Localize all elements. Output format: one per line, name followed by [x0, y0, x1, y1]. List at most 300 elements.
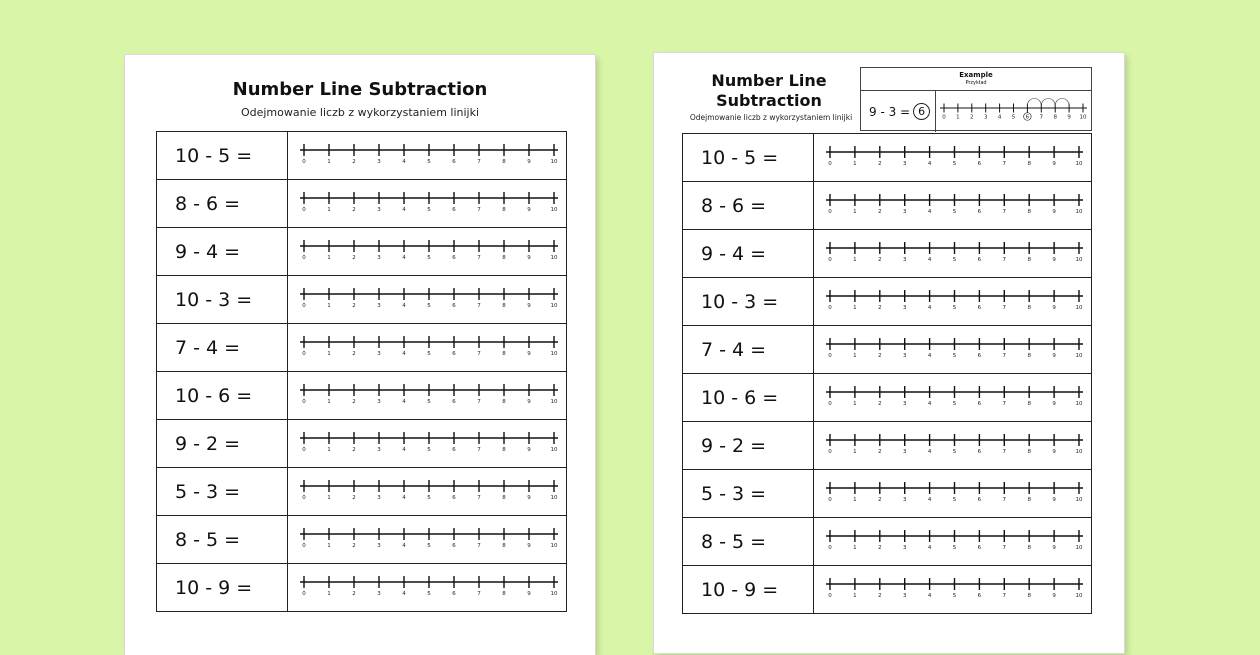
number-line-tick-label: 7	[1039, 114, 1044, 121]
number-line-tick-label: 2	[878, 305, 882, 311]
problem-row	[157, 372, 566, 420]
number-line-tick-label: 3	[902, 305, 907, 311]
number-line-tick-label: 9	[527, 495, 531, 501]
number-line-tick-label: 7	[1002, 401, 1007, 407]
number-line-svg	[814, 326, 1091, 373]
number-line-tick-label: 4	[402, 447, 406, 453]
number-line-tick-label: 3	[902, 353, 907, 359]
number-line	[288, 324, 566, 371]
number-line-tick-label: 4	[927, 497, 932, 503]
number-line-tick-label: 2	[970, 114, 974, 121]
number-line-tick-label: 8	[502, 399, 506, 405]
number-line-tick-label: 4	[402, 495, 406, 501]
number-line-tick-label: 5	[427, 255, 431, 261]
problem-row	[157, 132, 566, 180]
number-line-tick-label: 6	[452, 591, 456, 597]
number-line-tick-label: 9	[527, 303, 531, 309]
problem-row	[157, 420, 566, 468]
number-line-tick-label: 7	[1002, 497, 1007, 503]
number-line-tick-label: 9	[527, 399, 531, 405]
number-line	[288, 420, 566, 467]
number-line-tick-label: 6	[977, 401, 982, 407]
number-line-tick-label: 0	[828, 305, 832, 311]
number-line-tick-label: 4	[927, 209, 932, 215]
number-line-tick-label: 2	[878, 401, 882, 407]
problem-equation: 9 - 4 =	[157, 228, 288, 275]
number-line-tick-label: 9	[1052, 209, 1056, 215]
number-line-tick-label: 9	[1067, 114, 1071, 121]
number-line-tick-label: 6	[977, 161, 982, 167]
worksheet-subtitle: Odejmowanie liczb z wykorzystaniem linijki	[240, 106, 480, 119]
number-line-tick-label: 4	[927, 257, 932, 263]
number-line-tick-label: 9	[1052, 401, 1056, 407]
example-equation	[861, 91, 936, 132]
number-line-tick-label: 1	[853, 545, 857, 551]
number-line-tick-label: 1	[327, 351, 331, 357]
number-line-tick-label: 6	[452, 399, 456, 405]
number-line-tick-label: 6	[452, 543, 456, 549]
problem-equation: 10 - 3 =	[157, 276, 288, 323]
number-line-tick-label: 0	[302, 447, 306, 453]
number-line-tick-label: 8	[502, 207, 506, 213]
number-line-tick-label: 4	[402, 543, 406, 549]
number-line-tick-label: 8	[1027, 353, 1031, 359]
number-line-tick-label: 0	[302, 159, 306, 165]
example-box	[860, 67, 1092, 131]
number-line-tick-label: 10	[1079, 114, 1087, 121]
number-line-tick-label: 6	[977, 257, 982, 263]
number-line-tick-label: 5	[427, 543, 431, 549]
number-line-tick-label: 6	[452, 255, 456, 261]
number-line-tick-label: 4	[402, 303, 406, 309]
number-line-tick-label: 4	[402, 255, 406, 261]
number-line-tick-label: 9	[527, 207, 531, 213]
number-line	[288, 228, 566, 275]
number-line	[288, 516, 566, 563]
number-line-tick-label: 8	[1027, 401, 1031, 407]
number-line-tick-label: 3	[377, 543, 381, 549]
number-line-tick-label: 7	[477, 543, 481, 549]
number-line-tick-label: 5	[427, 399, 431, 405]
number-line	[814, 422, 1091, 469]
problem-equation: 10 - 6 =	[157, 372, 288, 419]
number-line-tick-label: 2	[352, 255, 356, 261]
number-line-tick-label: 1	[327, 255, 331, 261]
number-line-tick-label: 2	[352, 543, 356, 549]
number-line-tick-label: 8	[1027, 257, 1031, 263]
number-line-tick-label: 7	[477, 207, 481, 213]
number-line-tick-label: 0	[828, 449, 832, 455]
example-title: Example	[959, 71, 993, 79]
number-line-tick-label: 1	[327, 159, 331, 165]
problem-equation: 5 - 3 =	[157, 468, 288, 515]
number-line-tick-label: 3	[902, 401, 907, 407]
problem-row	[683, 278, 1091, 326]
worksheet-subtitle: Odejmowanie liczb z wykorzystaniem linijki	[689, 113, 853, 122]
number-line-tick-label: 4	[927, 353, 932, 359]
number-line-tick-label: 6	[452, 495, 456, 501]
number-line-svg	[288, 228, 566, 275]
number-line-tick-label: 8	[502, 351, 506, 357]
number-line-tick-label: 10	[550, 351, 558, 357]
number-line-svg	[814, 230, 1091, 277]
number-line-tick-label: 0	[302, 303, 306, 309]
number-line-tick-label: 4	[402, 159, 406, 165]
problem-equation: 5 - 3 =	[683, 470, 814, 517]
number-line-tick-label: 7	[1002, 545, 1007, 551]
number-line-tick-label: 1	[327, 591, 331, 597]
number-line-tick-label: 7	[1002, 593, 1007, 599]
number-line-tick-label: 10	[550, 159, 558, 165]
number-line-svg	[814, 470, 1091, 517]
problem-row	[157, 276, 566, 324]
number-line-tick-label: 9	[1052, 593, 1056, 599]
number-line-tick-label: 8	[502, 159, 506, 165]
number-line-tick-label: 0	[302, 399, 306, 405]
number-line	[288, 564, 566, 611]
number-line-tick-label: 7	[477, 495, 481, 501]
number-line-tick-label: 6	[452, 351, 456, 357]
number-line-tick-label: 3	[983, 114, 988, 121]
number-line-tick-label: 1	[853, 305, 857, 311]
number-line-svg	[814, 518, 1091, 565]
number-line-tick-label: 0	[302, 543, 306, 549]
number-line-tick-label: 0	[302, 207, 306, 213]
number-line-tick-label: 4	[927, 545, 932, 551]
number-line-tick-label: 1	[853, 497, 857, 503]
number-line-tick-label: 7	[1002, 305, 1007, 311]
number-line-tick-label: 2	[878, 209, 882, 215]
number-line-tick-label: 0	[302, 255, 306, 261]
number-line-tick-label: 6	[977, 449, 982, 455]
number-line-tick-label: 1	[327, 495, 331, 501]
number-line-tick-label: 2	[878, 545, 882, 551]
number-line-tick-label: 0	[828, 161, 832, 167]
number-line-tick-label: 7	[477, 303, 481, 309]
number-line-svg	[288, 180, 566, 227]
number-line-tick-label: 5	[1011, 114, 1016, 121]
number-line-tick-label: 0	[828, 209, 832, 215]
number-line-tick-label: 5	[952, 545, 957, 551]
number-line-tick-label: 6	[977, 353, 982, 359]
number-line-svg	[814, 278, 1091, 325]
number-line-tick-label: 8	[502, 591, 506, 597]
number-line	[288, 132, 566, 179]
number-line-tick-label: 8	[502, 255, 506, 261]
number-line-tick-label: 10	[1075, 497, 1083, 503]
number-line	[814, 230, 1091, 277]
number-line-tick-label: 10	[1075, 545, 1083, 551]
number-line-tick-label: 5	[952, 305, 957, 311]
number-line-svg	[288, 516, 566, 563]
number-line-tick-label: 9	[1052, 353, 1056, 359]
number-line-tick-label: 10	[1075, 257, 1083, 263]
number-line-tick-label: 8	[502, 303, 506, 309]
number-line-jump-arc	[1041, 99, 1055, 107]
number-line-svg	[288, 420, 566, 467]
number-line-tick-label: 8	[502, 447, 506, 453]
number-line-tick-label: 4	[402, 591, 406, 597]
problem-equation: 10 - 5 =	[683, 134, 814, 181]
number-line-tick-label: 0	[828, 593, 832, 599]
number-line-svg	[288, 372, 566, 419]
problem-row	[157, 564, 566, 612]
number-line-tick-label: 3	[377, 207, 381, 213]
number-line-tick-label: 1	[327, 303, 331, 309]
number-line	[814, 566, 1091, 613]
number-line-jump-arc	[1055, 99, 1069, 107]
problem-row	[683, 134, 1091, 182]
number-line-tick-label: 3	[377, 399, 381, 405]
number-line-tick-label: 9	[527, 543, 531, 549]
number-line-tick-label: 9	[1052, 161, 1056, 167]
example-body	[861, 91, 1091, 132]
number-line-tick-label: 1	[853, 401, 857, 407]
number-line-tick-label: 2	[878, 449, 882, 455]
number-line-tick-label: 3	[377, 495, 381, 501]
number-line-tick-label: 7	[477, 351, 481, 357]
number-line-tick-label: 9	[1052, 305, 1056, 311]
number-line-tick-label: 5	[427, 351, 431, 357]
number-line-svg	[814, 566, 1091, 613]
number-line-tick-label: 6	[977, 593, 982, 599]
example-header	[861, 68, 1091, 91]
number-line-tick-label: 3	[902, 593, 907, 599]
number-line-tick-label: 8	[1027, 449, 1031, 455]
number-line-tick-label: 1	[327, 447, 331, 453]
number-line-tick-label: 8	[1027, 305, 1031, 311]
number-line-tick-label: 10	[1075, 353, 1083, 359]
problem-row	[157, 324, 566, 372]
number-line	[814, 134, 1091, 181]
number-line-tick-label: 10	[550, 495, 558, 501]
number-line-tick-label: 1	[853, 593, 857, 599]
number-line-tick-label: 7	[477, 399, 481, 405]
number-line-tick-label: 5	[952, 161, 957, 167]
number-line-svg	[814, 134, 1091, 181]
number-line-tick-label: 0	[828, 545, 832, 551]
number-line-tick-label: 2	[878, 497, 882, 503]
number-line-tick-label: 8	[502, 543, 506, 549]
number-line-tick-label: 10	[550, 255, 558, 261]
number-line-tick-label: 10	[550, 207, 558, 213]
problem-row	[157, 228, 566, 276]
problem-equation: 10 - 9 =	[157, 564, 288, 611]
problem-equation: 8 - 5 =	[157, 516, 288, 563]
number-line-tick-label: 6	[452, 159, 456, 165]
number-line-tick-label: 5	[952, 593, 957, 599]
example-subtitle: Przykład	[965, 80, 987, 86]
number-line-tick-label: 8	[1027, 545, 1031, 551]
number-line-tick-label: 9	[1052, 497, 1056, 503]
number-line-tick-label: 2	[878, 161, 882, 167]
number-line-tick-label: 6	[977, 497, 982, 503]
number-line-tick-label: 0	[828, 257, 832, 263]
number-line-tick-label: 7	[1002, 353, 1007, 359]
number-line-tick-label: 8	[1027, 497, 1031, 503]
number-line-tick-label: 4	[402, 399, 406, 405]
number-line-svg	[288, 324, 566, 371]
number-line-tick-label: 2	[878, 257, 882, 263]
number-line-tick-label: 1	[853, 209, 857, 215]
number-line-tick-label: 6	[1025, 114, 1030, 121]
number-line-tick-label: 3	[377, 591, 381, 597]
problem-row	[683, 422, 1091, 470]
number-line-tick-label: 4	[927, 593, 932, 599]
number-line-tick-label: 3	[902, 497, 907, 503]
number-line-tick-label: 3	[377, 351, 381, 357]
number-line-tick-label: 9	[1052, 257, 1056, 263]
number-line-tick-label: 9	[527, 447, 531, 453]
problem-equation: 7 - 4 =	[683, 326, 814, 373]
number-line-tick-label: 3	[902, 449, 907, 455]
number-line-tick-label: 0	[828, 401, 832, 407]
number-line-tick-label: 5	[427, 447, 431, 453]
number-line-tick-label: 10	[1075, 449, 1083, 455]
number-line-tick-label: 10	[1075, 305, 1083, 311]
number-line-tick-label: 2	[352, 159, 356, 165]
example-equation-text: 9 - 3 =	[869, 104, 911, 119]
number-line-tick-label: 1	[853, 161, 857, 167]
number-line-tick-label: 3	[902, 161, 907, 167]
number-line-svg	[814, 422, 1091, 469]
number-line-tick-label: 0	[302, 495, 306, 501]
number-line-tick-label: 2	[352, 591, 356, 597]
number-line-tick-label: 3	[377, 255, 381, 261]
number-line-tick-label: 1	[327, 543, 331, 549]
number-line-tick-label: 2	[878, 353, 882, 359]
number-line-tick-label: 9	[527, 159, 531, 165]
number-line-tick-label: 10	[1075, 209, 1083, 215]
problem-equation: 9 - 2 =	[157, 420, 288, 467]
number-line-tick-label: 9	[1052, 545, 1056, 551]
number-line-tick-label: 1	[853, 449, 857, 455]
problem-row	[157, 180, 566, 228]
problem-row	[683, 470, 1091, 518]
problem-row	[683, 518, 1091, 566]
number-line-tick-label: 8	[1027, 593, 1031, 599]
number-line-svg	[936, 91, 1091, 132]
number-line	[288, 276, 566, 323]
number-line-tick-label: 7	[1002, 161, 1007, 167]
number-line-tick-label: 5	[952, 497, 957, 503]
number-line-tick-label: 6	[452, 447, 456, 453]
number-line-tick-label: 0	[302, 591, 306, 597]
number-line-jump-arc	[1027, 99, 1041, 107]
worksheet-right	[654, 53, 1124, 653]
problem-row	[683, 230, 1091, 278]
worksheet-title: Number Line Subtraction	[711, 71, 827, 110]
number-line-tick-label: 0	[828, 353, 832, 359]
number-line-tick-label: 7	[477, 447, 481, 453]
number-line-tick-label: 1	[327, 207, 331, 213]
number-line-tick-label: 1	[327, 399, 331, 405]
number-line-tick-label: 6	[977, 209, 982, 215]
number-line-tick-label: 1	[853, 353, 857, 359]
worksheet-title: Number Line Subtraction	[232, 79, 488, 100]
number-line-tick-label: 10	[1075, 401, 1083, 407]
problem-equation: 10 - 5 =	[157, 132, 288, 179]
problem-equation: 7 - 4 =	[157, 324, 288, 371]
number-line-svg	[288, 132, 566, 179]
number-line-tick-label: 8	[1053, 114, 1057, 121]
problem-table	[156, 131, 567, 612]
number-line-tick-label: 3	[377, 159, 381, 165]
number-line-tick-label: 6	[452, 207, 456, 213]
number-line	[288, 468, 566, 515]
number-line	[814, 374, 1091, 421]
number-line-tick-label: 2	[352, 495, 356, 501]
number-line-tick-label: 10	[550, 303, 558, 309]
number-line-tick-label: 5	[952, 353, 957, 359]
problem-table	[682, 133, 1092, 614]
number-line-tick-label: 3	[902, 545, 907, 551]
number-line-tick-label: 10	[1075, 161, 1083, 167]
number-line-tick-label: 5	[427, 303, 431, 309]
problem-equation: 9 - 4 =	[683, 230, 814, 277]
problem-row	[157, 468, 566, 516]
problem-row	[683, 374, 1091, 422]
number-line-tick-label: 9	[527, 255, 531, 261]
number-line	[814, 470, 1091, 517]
number-line-tick-label: 10	[550, 447, 558, 453]
number-line-tick-label: 5	[952, 401, 957, 407]
number-line-tick-label: 5	[952, 449, 957, 455]
number-line-tick-label: 0	[302, 351, 306, 357]
number-line-tick-label: 4	[402, 207, 406, 213]
number-line-tick-label: 7	[477, 159, 481, 165]
number-line-tick-label: 6	[977, 305, 982, 311]
number-line-tick-label: 1	[853, 257, 857, 263]
number-line	[288, 180, 566, 227]
number-line-tick-label: 9	[527, 351, 531, 357]
number-line-tick-label: 8	[1027, 209, 1031, 215]
problem-row	[157, 516, 566, 564]
number-line-tick-label: 10	[550, 399, 558, 405]
worksheet-left	[125, 55, 595, 655]
number-line-tick-label: 2	[352, 447, 356, 453]
problem-row	[683, 326, 1091, 374]
number-line-tick-label: 0	[828, 497, 832, 503]
number-line-svg	[288, 564, 566, 611]
number-line-tick-label: 2	[352, 207, 356, 213]
number-line-svg	[814, 374, 1091, 421]
number-line-svg	[288, 468, 566, 515]
number-line-tick-label: 4	[927, 305, 932, 311]
number-line-tick-label: 3	[902, 209, 907, 215]
number-line-svg	[288, 276, 566, 323]
number-line-tick-label: 4	[927, 401, 932, 407]
number-line-tick-label: 2	[352, 351, 356, 357]
number-line-tick-label: 5	[427, 495, 431, 501]
number-line	[814, 326, 1091, 373]
number-line-tick-label: 10	[550, 543, 558, 549]
number-line-tick-label: 7	[1002, 449, 1007, 455]
number-line-svg	[814, 182, 1091, 229]
number-line-tick-label: 4	[402, 351, 406, 357]
number-line-tick-label: 4	[997, 114, 1002, 121]
number-line-tick-label: 1	[956, 114, 960, 121]
number-line-tick-label: 5	[427, 159, 431, 165]
example-number-line	[936, 91, 1091, 132]
number-line-tick-label: 2	[352, 399, 356, 405]
number-line	[814, 182, 1091, 229]
number-line-tick-label: 5	[952, 209, 957, 215]
number-line	[814, 278, 1091, 325]
problem-equation: 10 - 6 =	[683, 374, 814, 421]
number-line-tick-label: 5	[427, 207, 431, 213]
number-line-tick-label: 7	[477, 591, 481, 597]
